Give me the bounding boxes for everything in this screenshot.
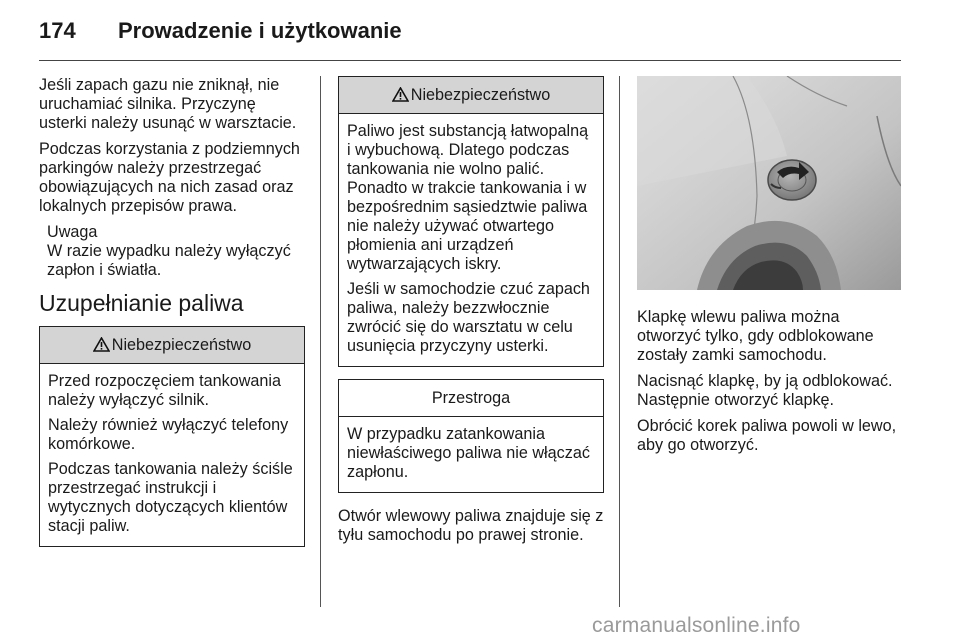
danger-text: Podczas tankowania należy ściśle przestrzegać instrukcji i wytycznych dotyczących klientów stacji paliw. [48, 460, 293, 535]
column-divider-1 [320, 76, 321, 607]
danger-box-header [339, 77, 603, 114]
paragraph: Podczas korzystania z podziemnych parkingów należy przestrzegać obowiązujących na nich zasad oraz lokalnych przepisów prawa. [39, 140, 300, 215]
danger-text: Należy również wyłączyć telefony komórkowe. [48, 416, 289, 453]
paragraph: Nacisnąć klapkę, by ją odblokować. Następnie otworzyć klapkę. [637, 372, 893, 409]
column-divider-2 [619, 76, 620, 607]
watermark: carmanualsonline.info [592, 614, 801, 637]
danger-box-body [339, 114, 603, 366]
danger-box [39, 326, 305, 547]
caution-box [338, 379, 604, 493]
danger-box-title: Niebezpieczeństwo [410, 86, 551, 104]
page-title: Prowadzenie i użytkowanie [118, 18, 402, 43]
column-3 [637, 76, 907, 462]
fuel-filler-flap-illustration [637, 76, 901, 290]
danger-box-header [40, 327, 304, 364]
column-2 [338, 76, 604, 552]
danger-box [338, 76, 604, 367]
paragraph: Obrócić korek paliwa powoli w lewo, aby go otworzyć. [637, 417, 897, 454]
warning-triangle-icon [392, 79, 409, 115]
header-divider [39, 60, 901, 61]
note-text: W razie wypadku należy wyłączyć zapłon i światła. [47, 242, 291, 279]
warning-triangle-icon [93, 329, 110, 365]
caution-text: W przypadku zatankowania niewłaściwego paliwa nie włączać zapłonu. [347, 425, 590, 481]
danger-text: Jeśli w samochodzie czuć zapach paliwa, należy bezzwłocznie zwrócić się do warsztatu w celu usunięcia przyczyny usterki. [347, 280, 590, 355]
paragraph: Jeśli zapach gazu nie zniknął, nie uruchamiać silnika. Przyczynę usterki należy usunąć w warsztacie. [39, 76, 297, 132]
page-header [39, 12, 919, 52]
danger-box-body [40, 364, 304, 546]
paragraph: Otwór wlewowy paliwa znajduje się z tyłu samochodu po prawej stronie. [338, 507, 604, 544]
danger-text: Przed rozpoczęciem tankowania należy wyłączyć silnik. [48, 372, 282, 409]
column-1 [39, 76, 305, 559]
caution-box-header: Przestroga [339, 380, 603, 417]
danger-text: Paliwo jest substancją łatwopalną i wybuchową. Dlatego podczas tankowania nie wolno palić. Ponadto w trakcie tankowania i w bezpośrednim sąsiedztwie paliwa nie należy używać otwartego płomienia ani urządzeń wytwarzających iskry. [347, 122, 589, 273]
section-heading: Uzupełnianie paliwa [39, 290, 244, 316]
paragraph: Klapkę wlewu paliwa można otworzyć tylko, gdy odblokowane zostały zamki samochodu. [637, 308, 874, 364]
caution-box-body [339, 417, 603, 492]
page-number: 174 [39, 18, 76, 43]
note-title: Uwaga [47, 223, 98, 241]
danger-box-title: Niebezpieczeństwo [111, 336, 252, 354]
note [47, 223, 305, 280]
